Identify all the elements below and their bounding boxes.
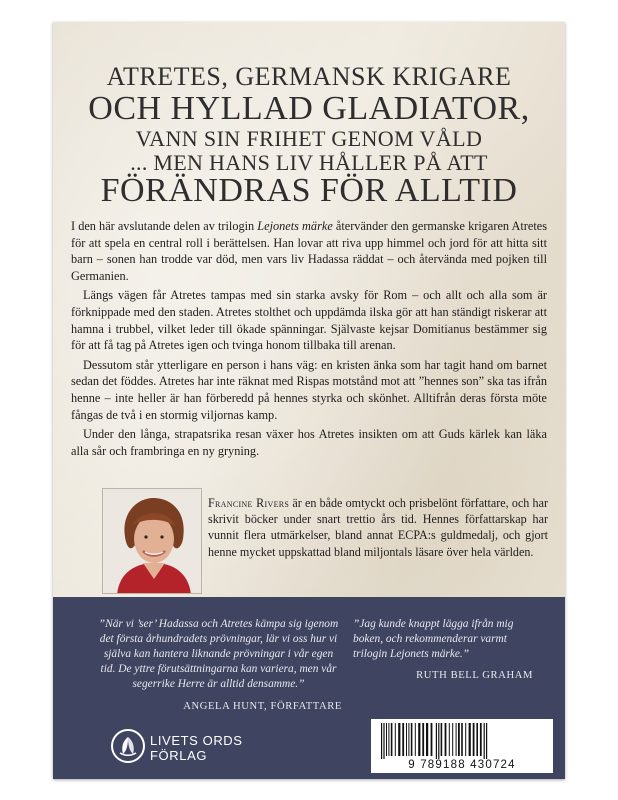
headline-line-5: FÖRÄNDRAS FÖR ALLTID <box>100 172 518 209</box>
publisher-name-line-1: LIVETS ORDS <box>150 733 243 748</box>
headline-line-3: VANN SIN FRIHET GENOM VÅLD <box>135 126 483 151</box>
publisher-name-line-2: FÖRLAG <box>150 748 208 763</box>
barcode-bar <box>445 723 447 756</box>
barcode-bar <box>388 723 389 756</box>
blurb-paragraph-1 <box>71 218 547 284</box>
author-bio <box>208 495 548 560</box>
headline-line-4: ... MEN HANS LIV HÅLLER PÅ ATT <box>130 150 488 175</box>
blurb-paragraph-3: Dessutom står ytterligare en person i hans väg: en kristen änka som har tagit hand om barnet sedan det föddes. Atretes har inte räknat med Rispas motstånd mot att ”hennes son” ska tas ifrån henne – inte heller är han förberedd på hennes styrka och skönhet. Alltifrån deras första möte fångas de två i en stormig viljornas kamp. <box>71 357 547 422</box>
barcode-bar <box>426 723 428 756</box>
barcode-bar <box>386 723 387 756</box>
headline-line-2: OCH HYLLAD GLADIATOR, <box>88 90 530 127</box>
isbn-digits: 9 789188 430724 <box>408 759 516 771</box>
author-name: Francine Rivers <box>208 496 290 510</box>
barcode-bar <box>469 723 471 756</box>
barcode-bars <box>379 723 545 759</box>
barcode-bar <box>391 723 393 756</box>
barcode-bar <box>486 723 487 759</box>
barcode-bar <box>415 723 416 756</box>
barcode-bar <box>452 723 453 756</box>
isbn-barcode <box>371 719 553 773</box>
barcode-bar <box>458 723 460 756</box>
book-blurb <box>71 218 547 462</box>
barcode-bar <box>465 723 466 756</box>
endorsement-quote-1: ”När vi ’ser’ Hadassa och Atretes kämpa sig igenom det första århundradets prövningar, lär vi oss hur vi själva kan hantera liknande prövningar i vår egen tid. De yttre förutsättningarna kan variera, men vår segerrike Herre är alltid densamme.” <box>98 618 339 690</box>
blurb-paragraph-4: Under den långa, strapatsrika resan växer hos Atretes insikten om att Guds kärlek kan läka alla sår och frambringa en ny gryning. <box>71 427 547 458</box>
barcode-bar <box>395 723 396 756</box>
author-photo <box>102 488 202 594</box>
publisher-emblem-icon <box>111 729 145 763</box>
barcode-bar <box>480 723 482 756</box>
trilogy-title: Lejonets märke <box>257 219 333 233</box>
blurb-p1-end: återvänder den germanske krigaren Atretes för att spela en central roll i berättelsen. Han lovar att riva upp himmel och jord för att hitta sitt barn – sonen han trodde var död, men vars liv Hadassa räddat – och återvända med pojken till Germanien. <box>71 219 547 283</box>
endorsement-attribution-1: ANGELA HUNT, FÖRFATTARE <box>183 701 342 712</box>
blurb-paragraph-2: Längs vägen får Atretes tampas med sin starka avsky för Rom – och allt och alla som är förknippade med den staden. Atretes stolthet och uppdämda ilska gör att han ständigt riskerar att hamna i trubbel, vilket leder till ökade spänningar. Självaste kejsar Domitianus bestämmer sig för att få tag på Atretes igen och tvinga honom tillbaka till arenan. <box>71 288 547 353</box>
photo-credit-mark: ✎ <box>192 585 197 591</box>
barcode-bar <box>476 723 478 756</box>
barcode-bar <box>436 723 437 759</box>
barcode-bar <box>431 723 433 756</box>
barcode-bar <box>461 723 463 756</box>
barcode-bar <box>383 723 384 759</box>
barcode-bar <box>381 723 382 759</box>
barcode-bar <box>402 723 404 756</box>
blurb-p1-start: I den här avslutande delen av trilogin <box>71 219 258 233</box>
barcode-bar <box>484 723 485 759</box>
barcode-bar <box>473 723 475 756</box>
author-portrait-image <box>103 489 202 594</box>
barcode-bar <box>418 723 420 756</box>
barcode-bar <box>449 723 450 756</box>
barcode-bar <box>408 723 409 756</box>
barcode-bar <box>406 723 407 756</box>
endorsement-band <box>53 597 565 779</box>
author-bio-text: är en både omtyckt och prisbelönt författare, och har skrivit böcker under snart trettio års tid. Hennes författarskap har vunnit flera utmärkelser, bland annat ECPA:s guldmedalj, och gjort henne mycket uppskattad bland miljontals läsare över hela världen. <box>208 496 548 559</box>
barcode-bar <box>438 723 439 759</box>
endorsement-quote-2: ”Jag kunde knappt lägga ifrån mig boken, och rekommenderar varmt trilogin Lejonets märke.” <box>353 618 514 660</box>
endorsement-attribution-2: RUTH BELL GRAHAM <box>416 670 533 681</box>
publisher-logo <box>111 727 241 767</box>
book-back-cover <box>53 22 565 779</box>
barcode-bar <box>411 723 413 756</box>
barcode-bar <box>456 723 457 756</box>
barcode-bar <box>422 723 424 756</box>
headline-line-1: ATRETES, GERMANSK KRIGARE <box>106 62 512 91</box>
barcode-bar <box>398 723 400 756</box>
barcode-bar <box>441 723 443 756</box>
